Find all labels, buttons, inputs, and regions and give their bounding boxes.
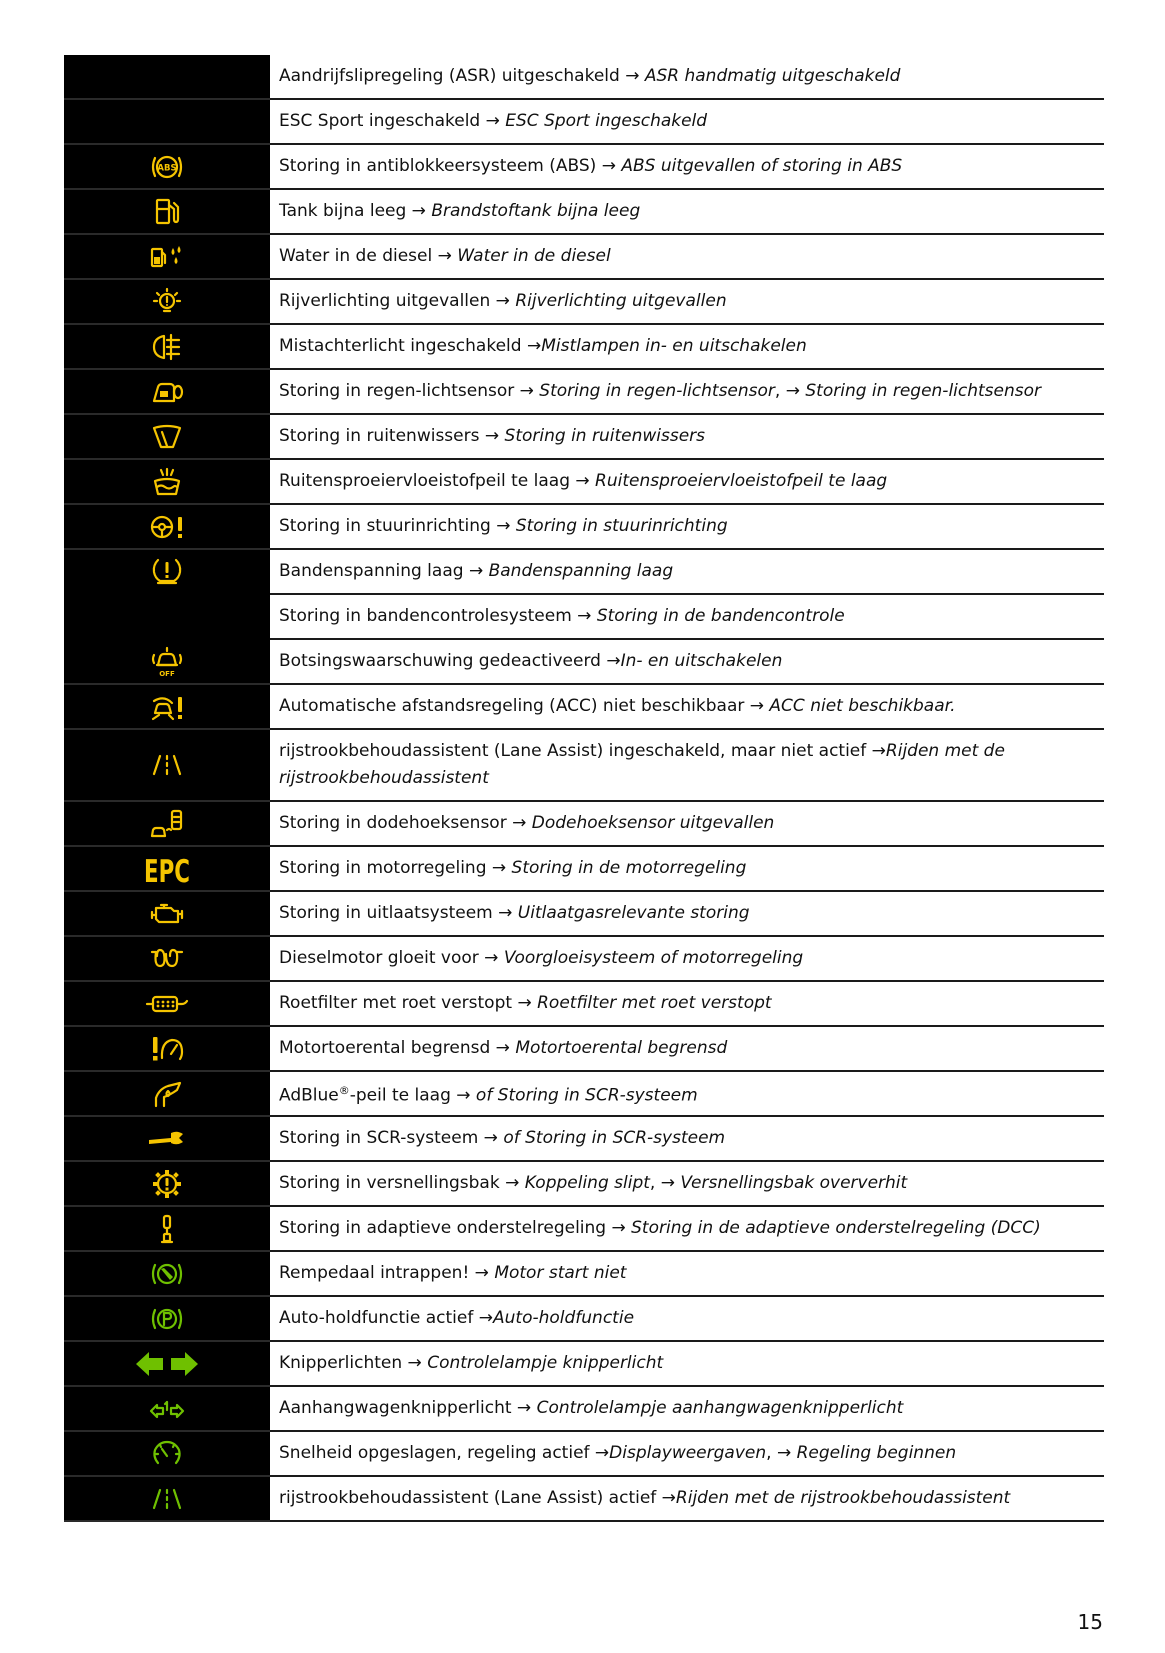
table-row [270,550,1104,595]
cross-reference-link[interactable]: Storing in stuurinrichting [515,516,728,536]
row-description: Storing in motorregeling → Storing in de motorregeling [279,858,747,878]
epc-icon [142,852,192,890]
icon-cell [64,1387,270,1432]
icon-cell [64,145,270,190]
row-description: Storing in ruitenwissers → Storing in ruitenwissers [279,426,706,446]
table-row [64,1297,1104,1342]
collision-warning-off-icon [150,646,184,678]
wiper-icon [151,422,183,452]
table-row [64,1072,1104,1117]
row-description: Storing in antiblokkeersysteem (ABS) → ABS uitgevallen of storing in ABS [279,156,903,176]
icon-cell [64,460,270,505]
water-in-diesel-icon [149,242,185,272]
row-description: Storing in uitlaatsysteem → Uitlaatgasrelevante storing [279,903,750,923]
cross-reference-link[interactable]: of Storing in SCR-systeem [503,1128,726,1148]
rpm-limit-icon [149,1034,185,1064]
row-description: Storing in SCR-systeem → of Storing in SCR-systeem [279,1128,726,1148]
row-description: Storing in dodehoeksensor → Dodehoeksensor uitgevallen [279,813,775,833]
lane-assist-icon [150,753,184,777]
icon-cell [64,1432,270,1477]
row-description: Rijverlichting uitgevallen → Rijverlichting uitgevallen [279,291,727,311]
cross-reference-link[interactable]: Controlelampje aanhangwagenknipperlicht [536,1398,904,1418]
washer-fluid-icon [151,467,183,497]
turn-signal-icon [135,1350,199,1378]
table-row [64,460,1104,505]
cross-reference-link[interactable]: Rijverlichting uitgevallen [515,291,727,311]
icon-cell [64,1162,270,1207]
particulate-filter-icon [145,992,189,1016]
cross-reference-link[interactable]: Displayweergaven [609,1443,767,1463]
cross-reference-link[interactable]: Storing in de motorregeling [511,858,747,878]
table-row [64,235,1104,280]
acc-unavailable-icon [148,691,186,723]
icon-cell [64,190,270,235]
table-row [64,1432,1104,1477]
cross-reference-link[interactable]: ABS uitgevallen of storing in ABS [621,156,903,176]
cross-reference-link[interactable]: of Storing in SCR-systeem [475,1085,698,1106]
table-row [64,730,1104,802]
row-description: Storing in stuurinrichting → Storing in stuurinrichting [279,516,728,536]
cross-reference-link[interactable]: Voorgloeisysteem of motorregeling [503,948,804,968]
table-row [64,1162,1104,1207]
table-row [64,415,1104,460]
table-row [64,640,1104,685]
table-row [64,1342,1104,1387]
cross-reference-link[interactable]: In- en uitschakelen [620,651,783,671]
icon-cell [64,370,270,415]
wrench-icon [147,1127,187,1151]
cross-reference-link[interactable]: ASR handmatig uitgeschakeld [644,66,901,86]
icon-cell [64,1342,270,1387]
table-row [64,802,1104,847]
auto-hold-icon [150,1304,184,1334]
cross-reference-link[interactable]: Storing in de adaptieve onderstelregeling (DCC) [631,1218,1041,1238]
icon-cell [64,100,270,145]
icon-cell [64,847,270,892]
cross-reference-link[interactable]: Roetfilter met roet verstopt [537,993,772,1013]
row-description: Water in de diesel → Water in de diesel [279,246,611,266]
icon-cell [64,640,270,685]
table-row [64,370,1104,415]
gearbox-icon [151,1168,183,1200]
abs-icon [150,152,184,182]
glow-plug-icon [150,946,184,972]
icon-cell [64,892,270,937]
cross-reference-link[interactable]: Rijden met de rijstrookbehoudassistent [279,741,1005,788]
table-row [64,325,1104,370]
tire-pressure-icon [151,556,183,586]
icon-cell [64,550,270,642]
icon-cell [64,1207,270,1252]
row-description: AdBlue®-peil te laag → of Storing in SCR-systeem [279,1084,698,1106]
table-row [64,1252,1104,1297]
cross-reference-link[interactable]: Ruitensproeiervloeistofpeil te laag [595,471,888,491]
row-description: Automatische afstandsregeling (ACC) niet beschikbaar → ACC niet beschikbaar. [279,696,956,716]
row-description: Knipperlichten → Controlelampje knipperlicht [279,1353,664,1373]
cross-reference-link[interactable]: Bandenspanning laag [488,561,674,581]
table-row [64,1207,1104,1252]
row-description: Aanhangwagenknipperlicht → Controlelampje aanhangwagenknipperlicht [279,1398,904,1418]
table-row [64,1477,1104,1522]
svg-text:OFF: OFF [159,669,175,678]
row-description: Rempedaal intrappen! → Motor start niet [279,1263,627,1283]
icon-cell [64,685,270,730]
cross-reference-link[interactable]: Storing in de bandencontrole [596,606,845,626]
row-description: Storing in bandencontrolesysteem → Storing in de bandencontrole [279,606,845,626]
row-description: Auto-holdfunctie actief →Auto-holdfunctie [279,1308,635,1328]
cross-reference-link[interactable]: Brandstoftank bijna leeg [431,201,641,221]
icon-cell [64,235,270,280]
icon-cell [64,505,270,550]
icon-cell [64,982,270,1027]
cross-reference-link[interactable]: Koppeling slipt [524,1173,650,1193]
icon-cell [64,1297,270,1342]
cross-reference-link[interactable]: Storing in regen-lichtsensor [805,381,1042,401]
row-description: Motortoerental begrensd → Motortoerental begrensd [279,1038,728,1058]
blind-spot-icon [148,808,186,840]
lane-assist-active-icon [150,1487,184,1511]
cross-reference-link[interactable]: Uitlaatgasrelevante storing [517,903,750,923]
row-description: Snelheid opgeslagen, regeling actief →Displayweergaven, → Regeling beginnen [279,1443,957,1463]
steering-fault-icon [148,512,186,542]
fuel-icon [152,197,182,227]
cross-reference-link[interactable]: Water in de diesel [457,246,611,266]
cross-reference-link[interactable]: Dodehoeksensor uitgevallen [531,813,775,833]
table-row [64,982,1104,1027]
speed-control-icon [151,1439,183,1469]
icon-cell [64,1117,270,1162]
icon-cell [64,1027,270,1072]
rain-light-sensor-icon [150,377,184,407]
row-description: Dieselmotor gloeit voor → Voorgloeisysteem of motorregeling [279,948,804,968]
svg-text:EPC: EPC [144,853,190,890]
table-row [64,847,1104,892]
row-description: Aandrijfslipregeling (ASR) uitgeschakeld → ASR handmatig uitgeschakeld [279,66,901,86]
table-row [64,685,1104,730]
row-description: rijstrookbehoudassistent (Lane Assist) ingeschakeld, maar niet actief →Rijden met de rijstrookbehoudassistent [279,741,1005,788]
cross-reference-link[interactable]: Rijden met de rijstrookbehoudassistent [675,1488,1011,1508]
icon-cell [64,730,270,802]
icon-cell [64,325,270,370]
table-row [64,937,1104,982]
cross-reference-link[interactable]: ESC Sport ingeschakeld [505,111,708,131]
row-description: ESC Sport ingeschakeld → ESC Sport ingeschakeld [279,111,708,131]
cross-reference-link[interactable]: Versnellingsbak oververhit [680,1173,908,1193]
row-description: Storing in versnellingsbak → Koppeling slipt, → Versnellingsbak oververhit [279,1173,908,1193]
bulb-failure-icon [151,287,183,317]
icon-cell [64,802,270,847]
suspension-icon [157,1213,177,1245]
icon-cell [64,1072,270,1117]
warning-lights-table [64,55,1104,1522]
cross-reference-link[interactable]: Storing in ruitenwissers [504,426,706,446]
row-description: Roetfilter met roet verstopt → Roetfilter met roet verstopt [279,993,772,1013]
icon-cell [64,937,270,982]
row-description: Bandenspanning laag → Bandenspanning laag [279,561,674,581]
cross-reference-link[interactable]: Storing in regen-lichtsensor [539,381,775,401]
cross-reference-link[interactable]: Mistlampen in- en uitschakelen [541,336,807,356]
table-row [64,505,1104,550]
table-row [64,1387,1104,1432]
table-row [64,190,1104,235]
cross-reference-link[interactable]: Motortoerental begrensd [515,1038,728,1058]
table-row [64,100,1104,145]
table-row [64,1117,1104,1162]
table-row [64,145,1104,190]
brake-pedal-icon [150,1259,184,1289]
cross-reference-link[interactable]: Regeling beginnen [796,1443,957,1463]
row-description: rijstrookbehoudassistent (Lane Assist) actief →Rijden met de rijstrookbehoudassistent [279,1488,1011,1508]
rear-fog-light-icon [151,332,183,362]
page-number: 15 [1077,1610,1103,1634]
table-row-group [64,550,1104,640]
row-description: Botsingswaarschuwing gedeactiveerd →In- en uitschakelen [279,651,783,671]
table-row [64,1027,1104,1072]
icon-cell [64,280,270,325]
table-row [270,595,1104,640]
row-description: Storing in regen-lichtsensor → Storing in regen-lichtsensor, → Storing in regen-lichtsensor [279,381,1042,401]
table-row [64,55,1104,100]
row-description: Tank bijna leeg → Brandstoftank bijna leeg [279,201,641,221]
icon-cell [64,55,270,100]
cross-reference-link[interactable]: ACC niet beschikbaar. [769,696,956,716]
icon-cell [64,1477,270,1522]
table-row [64,892,1104,937]
row-description: Mistachterlicht ingeschakeld →Mistlampen in- en uitschakelen [279,336,807,356]
cross-reference-link[interactable]: Auto-holdfunctie [493,1308,635,1328]
svg-text:ABS: ABS [157,163,177,173]
cross-reference-link[interactable]: Controlelampje knipperlicht [427,1353,664,1373]
icon-cell [64,415,270,460]
row-description: Ruitensproeiervloeistofpeil te laag → Ruitensproeiervloeistofpeil te laag [279,471,888,491]
cross-reference-link[interactable]: Motor start niet [494,1263,627,1283]
row-description: Storing in adaptieve onderstelregeling → Storing in de adaptieve onderstelregeling (DCC) [279,1218,1041,1238]
icon-cell [64,1252,270,1297]
adblue-icon [150,1079,184,1109]
table-row [64,280,1104,325]
engine-icon [149,900,185,928]
trailer-signal-icon [149,1396,185,1422]
